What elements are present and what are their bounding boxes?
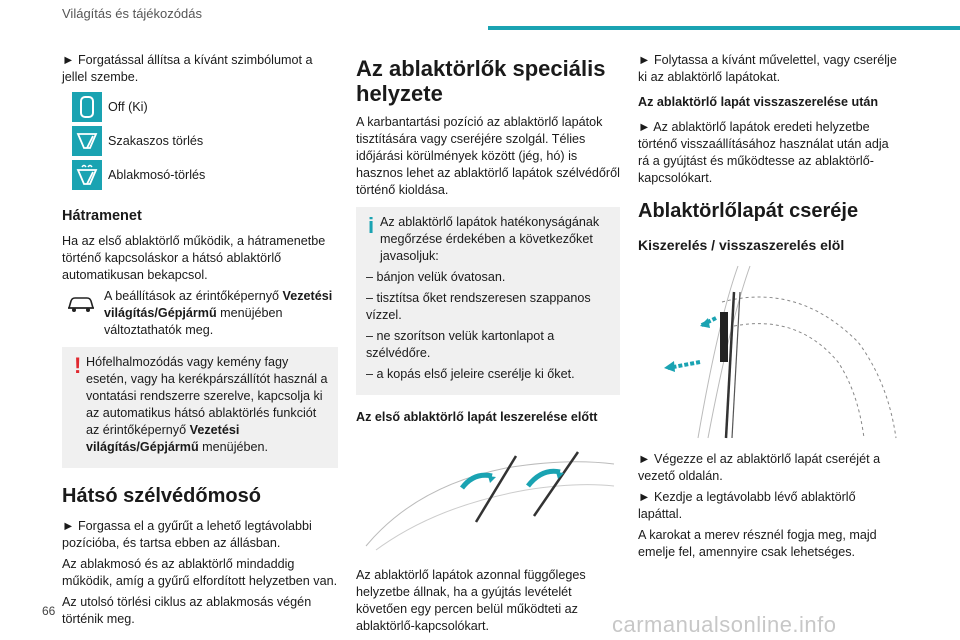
info-intro: Az ablaktörlő lapátok hatékonyságának megőrzése érdekében a következőket javasoljuk: <box>380 215 600 263</box>
info-item: – bánjon velük óvatosan. <box>366 270 506 284</box>
info-box <box>356 207 620 395</box>
before-removal-text: Az ablaktörlő lapátok azonnal függőleges helyzetbe állnak, ha a gyújtás levételét követően egy percen belül működteti az ablaktörlő-kapcsolókart. <box>356 568 586 633</box>
settings-text: A beállítások az érintőképernyő Vezetési világítás/Gépjármű menüjében változtathatók meg. <box>104 289 333 337</box>
washer-text-last: Az utolsó törlési ciklus az ablakmosás végén történik meg. <box>62 595 312 626</box>
symbol-row-intermittent <box>72 124 338 158</box>
rear-heading: Hátramenet <box>62 208 142 224</box>
settings-note <box>62 288 338 339</box>
washer-step: ► Forgassa el a gyűrűt a lehető legtávolabbi pozícióba, és tartsa ebben az állásban. <box>62 519 312 550</box>
special-position-text: A karbantartási pozíció az ablaktörlő lapátok tisztítására vagy cseréjére szolgál. Télies időjárási körülmények között (jég, hó) is hasznos lehet az ablaktörlő lapátok szélvédőről történő kioldása. <box>356 115 620 197</box>
after-refit-heading: Az ablaktörlő lapát visszaszerelése után <box>638 95 879 109</box>
special-position-heading: Az ablaktörlők speciális helyzete <box>356 56 606 106</box>
after-refit-step: ► Az ablaktörlő lapátok eredeti helyzetbe történő visszaállításához használat után adja rá a gyújtást és működtesse az ablaktörlő-kapcsolókart. <box>638 120 889 185</box>
washer-heading: Hátsó szélvédőmosó <box>62 485 261 507</box>
warning-text: Hófelhalmozódás vagy kemény fagy esetén, vagy ha kerékpárszállítót használ a vontatási rendszerre szerelve, kapcsolja ki az automatikus hátsó ablaktörlés funkciót az érintőképernyő Vezetési világítás/Gépjármű menüjében. <box>86 355 328 454</box>
rotate-instruction: ► Forgatással állítsa a kívánt szimbólumot a jellel szembe. <box>62 53 313 84</box>
header-accent-bar <box>488 26 960 30</box>
info-icon: i <box>368 213 375 238</box>
watermark: carmanualsonline.info <box>612 612 837 637</box>
wiper-lift-illustration <box>638 262 903 440</box>
symbol-row-wash <box>72 158 338 192</box>
info-item: – ne szorítson velük kartonlapot a szélvédőre. <box>366 329 555 360</box>
symbol-label: Off (Ki) <box>108 99 148 114</box>
wiper-wash-icon <box>72 160 102 190</box>
before-removal-heading: Az első ablaktörlő lapát leszerelése előtt <box>356 410 598 424</box>
page-number: 66 <box>42 604 56 618</box>
info-item: – a kopás első jeleire cserélje ki őket. <box>366 367 575 381</box>
symbol-label: Szakaszos törlés <box>108 133 204 148</box>
windshield-wipers-illustration <box>356 446 620 554</box>
washer-text: Az ablakmosó és az ablaktörlő mindaddig működik, amíg a gyűrű elfordított helyzetben van. <box>62 557 338 588</box>
page-header-title: Világítás és tájékozódás <box>62 6 202 21</box>
replacement-text: A karokat a merev résznél fogja meg, majd emelje fel, amennyire csak lehetséges. <box>638 528 877 559</box>
symbol-row-off <box>72 90 338 124</box>
wiper-intermittent-icon <box>72 126 102 156</box>
replacement-step-furthest: ► Kezdje a legtávolabb lévő ablaktörlő lapáttal. <box>638 490 856 521</box>
info-item: – tisztítsa őket rendszeresen szappanos vízzel. <box>366 291 591 322</box>
car-settings-icon <box>62 288 100 320</box>
rear-text: Ha az első ablaktörlő működik, a hátramenetbe történő kapcsoláskor a hátsó ablaktörlő automatikusan bekapcsol. <box>62 234 326 282</box>
front-replacement-heading: Kiszerelés / visszaszerelés elöl <box>638 237 845 253</box>
column-middle <box>356 52 620 639</box>
wiper-off-icon <box>72 92 102 122</box>
replacement-step-driver: ► Végezze el az ablaktörlő lapát cseréjét a vezető oldalán. <box>638 452 881 483</box>
column-left <box>62 52 338 632</box>
warning-box <box>62 347 338 468</box>
column-right <box>638 52 903 565</box>
continue-step: ► Folytassa a kívánt művelettel, vagy cserélje ki az ablaktörlő lapátokat. <box>638 53 897 84</box>
symbol-label: Ablakmosó-törlés <box>108 167 206 182</box>
blade-replacement-heading: Ablaktörlőlapát cseréje <box>638 200 859 222</box>
warning-icon: ! <box>74 353 82 378</box>
